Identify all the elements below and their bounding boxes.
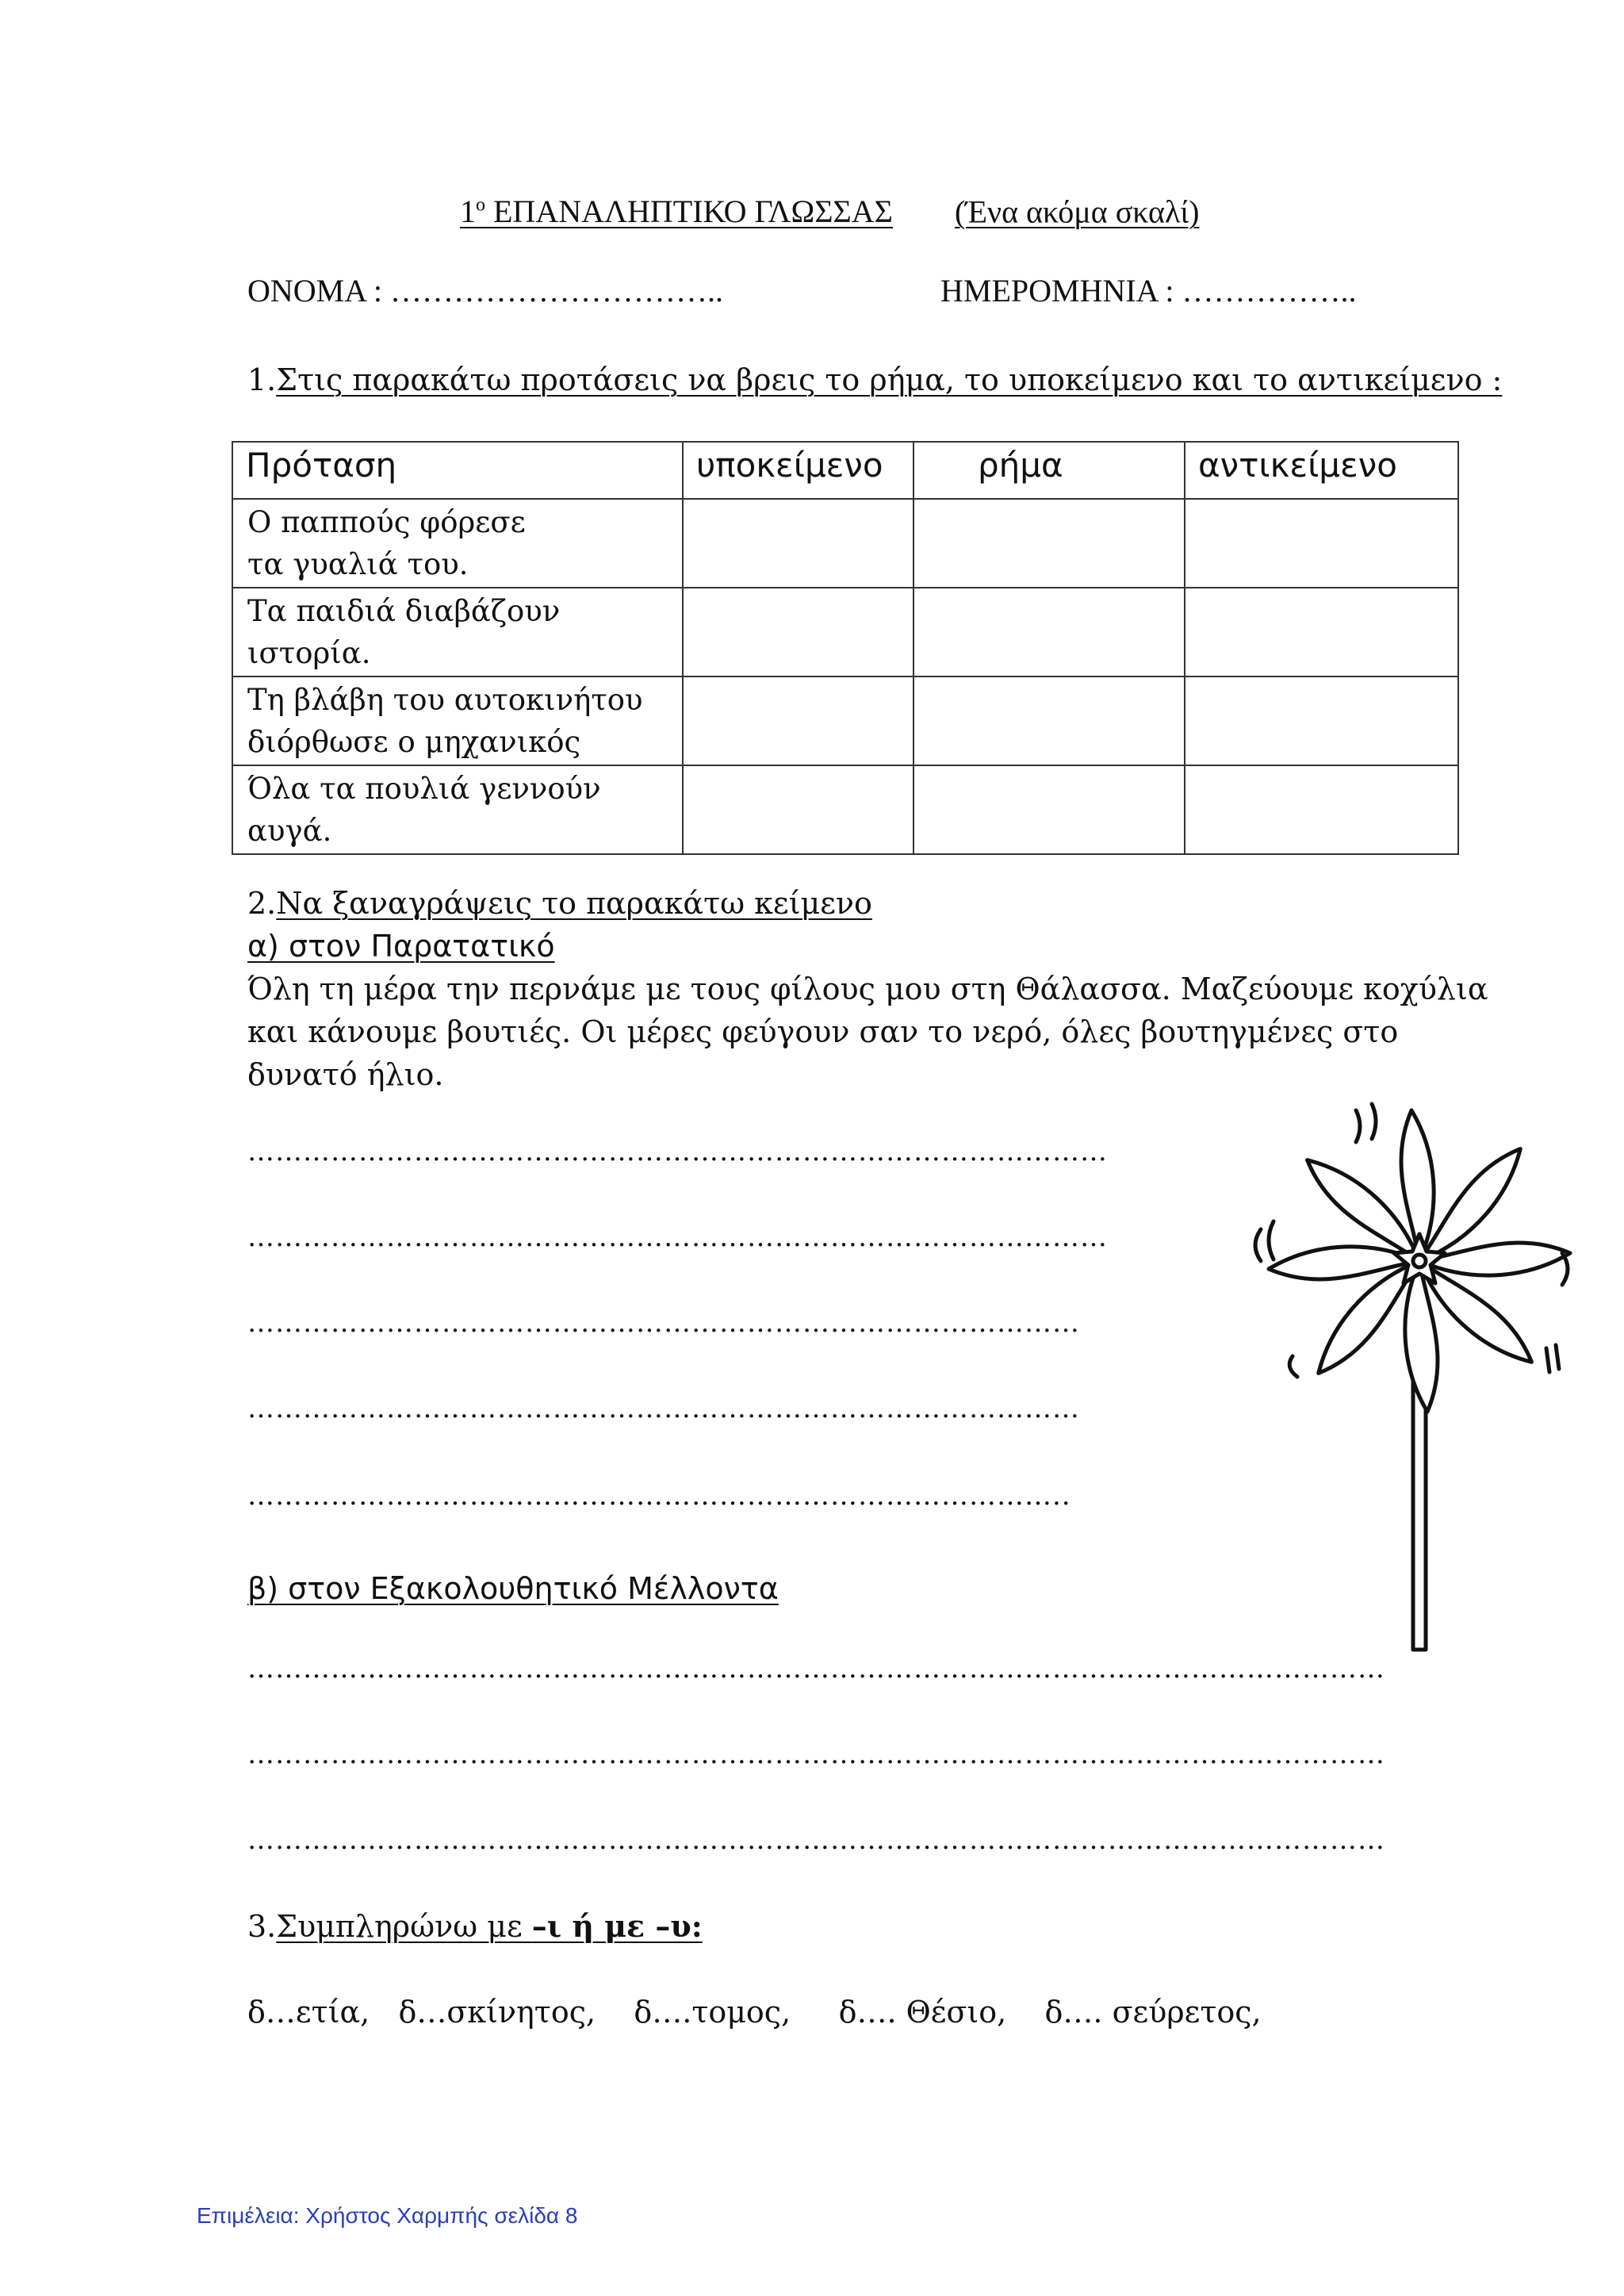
sentence-cell — [232, 677, 683, 765]
table-row — [232, 588, 1458, 677]
exercise-3-instruction: Συμπληρώνω με — [276, 1909, 532, 1944]
answer-line-b[interactable]: …………………………………………………………………………………………………………… — [247, 1738, 1385, 1770]
sentence-cell — [232, 765, 683, 854]
sentence-line: Τα παιδιά διαβάζουν — [247, 594, 561, 628]
exercise-2-heading — [247, 882, 872, 925]
table-row — [232, 677, 1458, 765]
passage-line: δυνατό ήλιο. — [247, 1057, 444, 1092]
footer-credit: Επιμέλεια: Χρήστος Χαρμπής σελίδα 8 — [197, 2203, 578, 2228]
subject-answer-cell[interactable] — [683, 765, 914, 854]
exercise-3-heading — [247, 1905, 703, 1948]
object-answer-cell[interactable] — [1185, 765, 1458, 854]
subject-answer-cell[interactable] — [683, 588, 914, 677]
sentence-line: διόρθωσε ο μηχανικός — [247, 725, 581, 759]
verb-answer-cell[interactable] — [914, 499, 1185, 588]
exercise-2-instruction: Να ξαναγράψεις το παρακάτω κείμενο — [276, 886, 872, 921]
subject-answer-cell[interactable] — [683, 677, 914, 765]
column-header-sentence: Πρόταση — [232, 442, 683, 499]
object-answer-cell[interactable] — [1185, 499, 1458, 588]
exercise-1-table — [232, 441, 1459, 855]
object-answer-cell[interactable] — [1185, 677, 1458, 765]
sentence-cell — [232, 588, 683, 677]
sentence-line: ιστορία. — [247, 636, 371, 670]
answer-line-a[interactable]: ……………………………………………………………………………… — [247, 1393, 1080, 1424]
subject-answer-cell[interactable] — [683, 499, 914, 588]
exercise-1-instruction: Στις παρακάτω προτάσεις να βρεις το ρήμα, το υποκείμενο και το αντικείμενο : — [276, 362, 1503, 397]
title-text: ΕΠΑΝΑΛΗΠΤΙΚΟ ΓΛΩΣΣΑΣ — [493, 194, 893, 230]
answer-line-a[interactable]: ……………………………………………………………………………… — [247, 1307, 1080, 1339]
answer-line-a[interactable]: ………………………………………………………………………………… — [247, 1221, 1108, 1253]
column-header-subject: υποκείμενο — [683, 442, 914, 499]
exercise-1-number: 1. — [247, 362, 277, 397]
table-row — [232, 765, 1458, 854]
verb-answer-cell[interactable] — [914, 765, 1185, 854]
answer-line-b[interactable]: …………………………………………………………………………………………………………… — [247, 1653, 1385, 1685]
date-field[interactable]: ΗΜΕΡΟΜΗΝΙΑ : …………….. — [940, 273, 1357, 309]
object-answer-cell[interactable] — [1185, 588, 1458, 677]
worksheet-title — [460, 184, 1200, 233]
passage-line: και κάνουμε βουτιές. Οι μέρες φεύγουν σαν το νερό, όλες βουτηγμένες στο — [247, 1014, 1399, 1049]
verb-answer-cell[interactable] — [914, 588, 1185, 677]
exercise-3-number: 3. — [247, 1909, 277, 1944]
sentence-line: Ο παππούς φόρεσε — [247, 505, 526, 539]
title-number: 1 — [460, 194, 476, 230]
sentence-line: αυγά. — [247, 814, 332, 848]
part-b-label: β) στον Εξακολουθητικό Μέλλοντα — [247, 1571, 779, 1606]
answer-line-a[interactable]: …………………………………………………………………………….. — [247, 1480, 1071, 1512]
title-superscript: ο — [476, 195, 485, 216]
sentence-line: Όλα τα πουλιά γεννούν — [247, 772, 601, 806]
exercise-1-heading — [247, 358, 1502, 401]
column-header-object: αντικείμενο — [1185, 442, 1458, 499]
title-subtitle: (Ένα ακόμα σκαλί) — [954, 194, 1200, 230]
fill-in-words[interactable]: δ…ετία, δ…σκίνητος, δ….τομος, δ…. Θέσιο, δ…. σεύρετος, — [247, 1995, 1262, 2030]
exercise-3-instruction-bold: –ι ή με –υ: — [531, 1908, 703, 1944]
answer-line-a[interactable]: ………………………………………………………………………………… — [247, 1136, 1108, 1167]
sentence-line: Τη βλάβη του αυτοκινήτου — [247, 683, 643, 717]
table-row — [232, 499, 1458, 588]
column-header-verb: ρήμα — [914, 442, 1185, 499]
pinwheel-illustration — [1245, 1094, 1594, 1665]
name-field[interactable]: ΟΝΟΜΑ : ………………………….. — [247, 273, 724, 309]
answer-line-b[interactable]: …………………………………………………………………………………………………………… — [247, 1824, 1385, 1856]
table-header-row — [232, 442, 1458, 499]
sentence-line: τα γυαλιά του. — [247, 547, 469, 581]
exercise-2-number: 2. — [247, 886, 277, 921]
passage-line: Όλη τη μέρα την περνάμε με τους φίλους μου στη Θάλασσα. Μαζεύουμε κοχύλια — [247, 972, 1488, 1006]
sentence-cell — [232, 499, 683, 588]
part-a-label: α) στον Παρατατικό — [247, 929, 555, 964]
verb-answer-cell[interactable] — [914, 677, 1185, 765]
